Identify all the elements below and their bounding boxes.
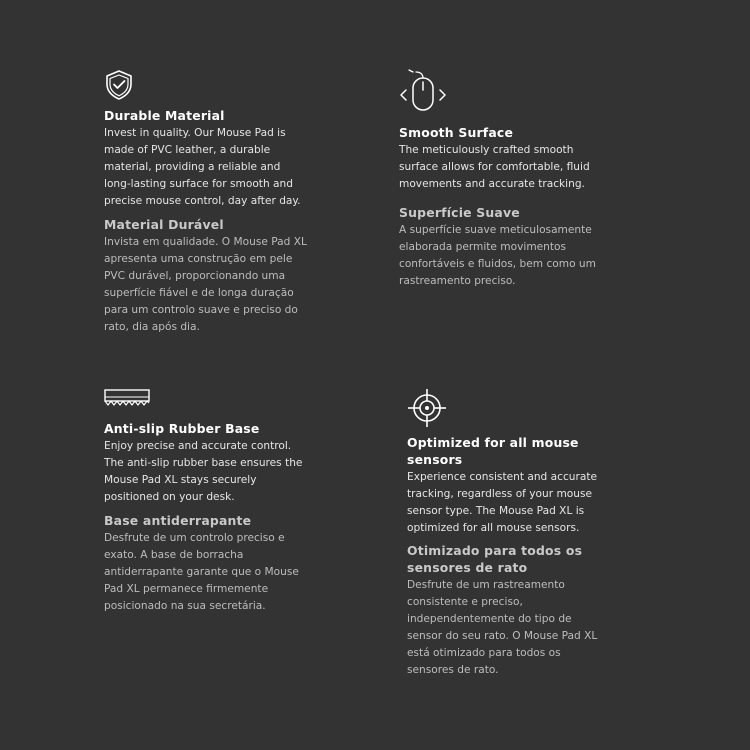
feature-description-pt: Desfrute de um controlo preciso e exato. A base de borracha antiderrapante garante que o Mouse Pad XL permanece firmemente posicionado na sua secretária. — [104, 532, 299, 612]
feature-title-en: Smooth Surface — [399, 125, 514, 140]
feature-description-en: Enjoy precise and accurate control. The anti-slip rubber base ensures the Mouse Pad XL stays securely positioned on your desk. — [104, 440, 303, 503]
feature-description-pt: Invista em qualidade. O Mouse Pad XL apresenta uma construção em pele PVC durável, proporcionando uma superfície fiável e de longa duração para um controlo suave e preciso do rato, dia após dia. — [104, 236, 307, 333]
feature-title-pt: Superfície Suave — [399, 205, 520, 220]
feature-title-en: Optimized for all mouse sensors — [407, 435, 579, 467]
feature-description-pt: A superfície suave meticulosamente elaborada permite movimentos confortáveis e fluidos, bem como um rastreamento preciso. — [399, 224, 596, 287]
crosshair-icon — [407, 388, 447, 428]
feature-title-pt: Material Durável — [104, 217, 224, 232]
feature-anti-slip-base — [104, 389, 339, 615]
feature-optimized-sensors — [407, 388, 642, 679]
feature-title-pt: Otimizado para todos os sensores de rato — [407, 543, 583, 575]
feature-description-en: Experience consistent and accurate tracking, regardless of your mouse sensor type. The Mouse Pad XL is optimized for all mouse sensors. — [407, 471, 598, 534]
feature-description-en: The meticulously crafted smooth surface allows for comfortable, fluid movements and accurate tracking. — [399, 144, 590, 190]
mouse-arrows-icon — [399, 68, 447, 116]
feature-title-pt: Base antiderrapante — [104, 513, 252, 528]
feature-durable-material — [104, 69, 339, 336]
feature-title-en: Anti-slip Rubber Base — [104, 421, 260, 436]
feature-description-pt: Desfrute de um rastreamento consistente e preciso, independentemente do tipo de sensor do seu rato. O Mouse Pad XL está otimizado para todos os sensores de rato. — [407, 579, 598, 676]
shield-check-icon — [104, 69, 152, 103]
feature-title-en: Durable Material — [104, 108, 225, 123]
feature-smooth-surface — [399, 68, 634, 290]
rubber-base-icon — [104, 389, 150, 411]
feature-description-en: Invest in quality. Our Mouse Pad is made of PVC leather, a durable material, providing a reliable and long-lasting surface for smooth and precise mouse control, day after day. — [104, 127, 301, 207]
